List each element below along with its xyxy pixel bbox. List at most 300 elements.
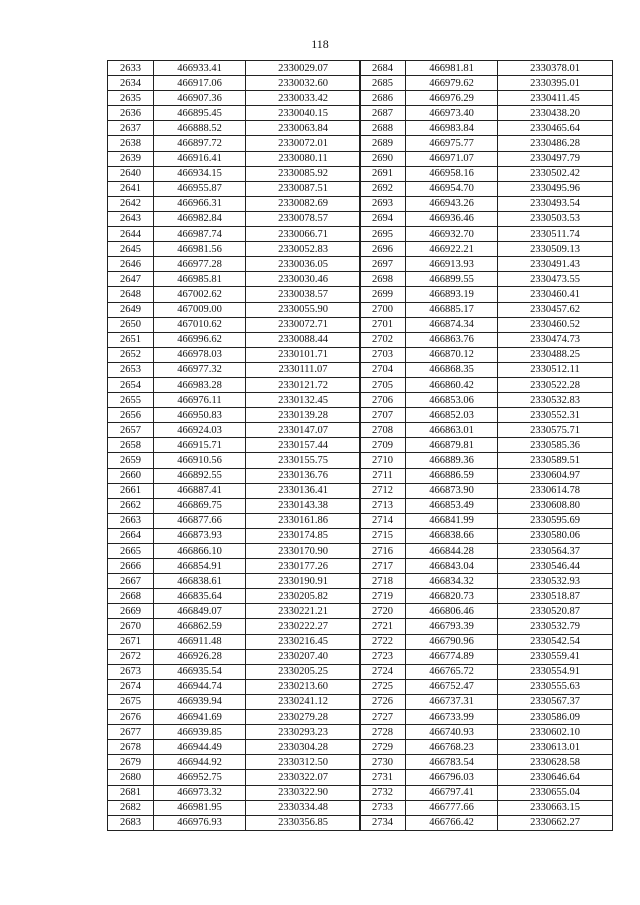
y-coordinate-cell: 2330030.46 bbox=[246, 272, 361, 287]
y-coordinate-cell: 2330512.11 bbox=[498, 362, 613, 377]
table-row bbox=[108, 106, 361, 121]
y-coordinate-cell: 2330087.51 bbox=[246, 181, 361, 196]
x-coordinate-cell: 466976.29 bbox=[406, 91, 498, 106]
table-row bbox=[108, 574, 361, 589]
point-number-cell: 2726 bbox=[360, 694, 406, 709]
y-coordinate-cell: 2330564.37 bbox=[498, 544, 613, 559]
table-row bbox=[108, 121, 361, 136]
y-coordinate-cell: 2330055.90 bbox=[246, 302, 361, 317]
y-coordinate-cell: 2330222.27 bbox=[246, 619, 361, 634]
x-coordinate-cell: 466877.66 bbox=[154, 513, 246, 528]
x-coordinate-cell: 466885.17 bbox=[406, 302, 498, 317]
x-coordinate-cell: 466917.06 bbox=[154, 76, 246, 91]
table-row bbox=[108, 634, 361, 649]
y-coordinate-cell: 2330554.91 bbox=[498, 664, 613, 679]
x-coordinate-cell: 466868.35 bbox=[406, 362, 498, 377]
point-number-cell: 2730 bbox=[360, 755, 406, 770]
point-number-cell: 2712 bbox=[360, 483, 406, 498]
x-coordinate-cell: 466916.41 bbox=[154, 151, 246, 166]
table-row bbox=[360, 574, 613, 589]
x-coordinate-cell: 466737.31 bbox=[406, 694, 498, 709]
point-number-cell: 2720 bbox=[360, 604, 406, 619]
point-number-cell: 2651 bbox=[108, 332, 154, 347]
table-row bbox=[108, 664, 361, 679]
y-coordinate-cell: 2330460.41 bbox=[498, 287, 613, 302]
table-row bbox=[108, 483, 361, 498]
table-row bbox=[108, 604, 361, 619]
y-coordinate-cell: 2330066.71 bbox=[246, 227, 361, 242]
table-row bbox=[108, 755, 361, 770]
x-coordinate-cell: 466873.93 bbox=[154, 528, 246, 543]
point-number-cell: 2698 bbox=[360, 272, 406, 287]
point-number-cell: 2662 bbox=[108, 498, 154, 513]
y-coordinate-cell: 2330546.44 bbox=[498, 559, 613, 574]
y-coordinate-cell: 2330662.27 bbox=[498, 815, 613, 830]
point-number-cell: 2633 bbox=[108, 61, 154, 76]
table-row bbox=[360, 317, 613, 332]
point-number-cell: 2717 bbox=[360, 559, 406, 574]
x-coordinate-cell: 466987.74 bbox=[154, 227, 246, 242]
x-coordinate-cell: 466820.73 bbox=[406, 589, 498, 604]
x-coordinate-cell: 466793.39 bbox=[406, 619, 498, 634]
coordinates-table-left bbox=[107, 60, 361, 831]
y-coordinate-cell: 2330139.28 bbox=[246, 408, 361, 423]
table-row bbox=[360, 755, 613, 770]
point-number-cell: 2714 bbox=[360, 513, 406, 528]
x-coordinate-cell: 466911.48 bbox=[154, 634, 246, 649]
y-coordinate-cell: 2330655.04 bbox=[498, 785, 613, 800]
y-coordinate-cell: 2330586.09 bbox=[498, 710, 613, 725]
x-coordinate-cell: 466874.34 bbox=[406, 317, 498, 332]
x-coordinate-cell: 466981.56 bbox=[154, 242, 246, 257]
y-coordinate-cell: 2330213.60 bbox=[246, 679, 361, 694]
point-number-cell: 2706 bbox=[360, 393, 406, 408]
y-coordinate-cell: 2330509.13 bbox=[498, 242, 613, 257]
x-coordinate-cell: 466796.03 bbox=[406, 770, 498, 785]
table-row bbox=[360, 136, 613, 151]
y-coordinate-cell: 2330334.48 bbox=[246, 800, 361, 815]
table-row bbox=[108, 393, 361, 408]
point-number-cell: 2669 bbox=[108, 604, 154, 619]
y-coordinate-cell: 2330241.12 bbox=[246, 694, 361, 709]
point-number-cell: 2667 bbox=[108, 574, 154, 589]
x-coordinate-cell: 466869.75 bbox=[154, 498, 246, 513]
y-coordinate-cell: 2330502.42 bbox=[498, 166, 613, 181]
y-coordinate-cell: 2330207.40 bbox=[246, 649, 361, 664]
x-coordinate-cell: 466976.11 bbox=[154, 393, 246, 408]
x-coordinate-cell: 466860.42 bbox=[406, 377, 498, 392]
point-number-cell: 2719 bbox=[360, 589, 406, 604]
y-coordinate-cell: 2330157.44 bbox=[246, 438, 361, 453]
x-coordinate-cell: 466863.76 bbox=[406, 332, 498, 347]
table-row bbox=[108, 544, 361, 559]
x-coordinate-cell: 466950.83 bbox=[154, 408, 246, 423]
table-row bbox=[360, 242, 613, 257]
point-number-cell: 2696 bbox=[360, 242, 406, 257]
y-coordinate-cell: 2330532.79 bbox=[498, 619, 613, 634]
x-coordinate-cell: 466854.91 bbox=[154, 559, 246, 574]
table-row bbox=[108, 302, 361, 317]
table-row bbox=[108, 619, 361, 634]
point-number-cell: 2682 bbox=[108, 800, 154, 815]
x-coordinate-cell: 466944.92 bbox=[154, 755, 246, 770]
point-number-cell: 2727 bbox=[360, 710, 406, 725]
x-coordinate-cell: 466870.12 bbox=[406, 347, 498, 362]
point-number-cell: 2650 bbox=[108, 317, 154, 332]
y-coordinate-cell: 2330322.07 bbox=[246, 770, 361, 785]
table-row bbox=[108, 528, 361, 543]
x-coordinate-cell: 466939.85 bbox=[154, 725, 246, 740]
table-row bbox=[108, 91, 361, 106]
point-number-cell: 2690 bbox=[360, 151, 406, 166]
point-number-cell: 2644 bbox=[108, 227, 154, 242]
y-coordinate-cell: 2330029.07 bbox=[246, 61, 361, 76]
table-row bbox=[360, 347, 613, 362]
y-coordinate-cell: 2330033.42 bbox=[246, 91, 361, 106]
y-coordinate-cell: 2330155.75 bbox=[246, 453, 361, 468]
x-coordinate-cell: 466977.32 bbox=[154, 362, 246, 377]
x-coordinate-cell: 466971.07 bbox=[406, 151, 498, 166]
y-coordinate-cell: 2330082.69 bbox=[246, 196, 361, 211]
table-row bbox=[360, 106, 613, 121]
x-coordinate-cell: 466973.32 bbox=[154, 785, 246, 800]
point-number-cell: 2734 bbox=[360, 815, 406, 830]
y-coordinate-cell: 2330205.25 bbox=[246, 664, 361, 679]
point-number-cell: 2681 bbox=[108, 785, 154, 800]
point-number-cell: 2645 bbox=[108, 242, 154, 257]
table-row bbox=[360, 544, 613, 559]
y-coordinate-cell: 2330170.90 bbox=[246, 544, 361, 559]
y-coordinate-cell: 2330293.23 bbox=[246, 725, 361, 740]
x-coordinate-cell: 466806.46 bbox=[406, 604, 498, 619]
x-coordinate-cell: 466983.28 bbox=[154, 377, 246, 392]
y-coordinate-cell: 2330604.97 bbox=[498, 468, 613, 483]
x-coordinate-cell: 467010.62 bbox=[154, 317, 246, 332]
x-coordinate-cell: 466922.21 bbox=[406, 242, 498, 257]
y-coordinate-cell: 2330495.96 bbox=[498, 181, 613, 196]
point-number-cell: 2708 bbox=[360, 423, 406, 438]
table-row bbox=[360, 498, 613, 513]
x-coordinate-cell: 466913.93 bbox=[406, 257, 498, 272]
x-coordinate-cell: 466893.19 bbox=[406, 287, 498, 302]
point-number-cell: 2642 bbox=[108, 196, 154, 211]
table-row bbox=[108, 347, 361, 362]
point-number-cell: 2676 bbox=[108, 710, 154, 725]
table-row bbox=[108, 679, 361, 694]
point-number-cell: 2715 bbox=[360, 528, 406, 543]
table-row bbox=[108, 76, 361, 91]
x-coordinate-cell: 466838.66 bbox=[406, 528, 498, 543]
point-number-cell: 2655 bbox=[108, 393, 154, 408]
y-coordinate-cell: 2330532.83 bbox=[498, 393, 613, 408]
table-row bbox=[108, 589, 361, 604]
x-coordinate-cell: 466955.87 bbox=[154, 181, 246, 196]
y-coordinate-cell: 2330101.71 bbox=[246, 347, 361, 362]
point-number-cell: 2722 bbox=[360, 634, 406, 649]
point-number-cell: 2675 bbox=[108, 694, 154, 709]
table-row bbox=[360, 211, 613, 226]
point-number-cell: 2725 bbox=[360, 679, 406, 694]
y-coordinate-cell: 2330322.90 bbox=[246, 785, 361, 800]
y-coordinate-cell: 2330555.63 bbox=[498, 679, 613, 694]
x-coordinate-cell: 466835.64 bbox=[154, 589, 246, 604]
x-coordinate-cell: 466978.03 bbox=[154, 347, 246, 362]
table-row bbox=[360, 725, 613, 740]
point-number-cell: 2649 bbox=[108, 302, 154, 317]
y-coordinate-cell: 2330072.01 bbox=[246, 136, 361, 151]
x-coordinate-cell: 467009.00 bbox=[154, 302, 246, 317]
table-row bbox=[360, 619, 613, 634]
table-row bbox=[360, 393, 613, 408]
table-row bbox=[360, 61, 613, 76]
x-coordinate-cell: 466954.70 bbox=[406, 181, 498, 196]
x-coordinate-cell: 466952.75 bbox=[154, 770, 246, 785]
table-row bbox=[360, 151, 613, 166]
point-number-cell: 2647 bbox=[108, 272, 154, 287]
table-row bbox=[360, 589, 613, 604]
point-number-cell: 2643 bbox=[108, 211, 154, 226]
y-coordinate-cell: 2330356.85 bbox=[246, 815, 361, 830]
y-coordinate-cell: 2330411.45 bbox=[498, 91, 613, 106]
point-number-cell: 2674 bbox=[108, 679, 154, 694]
x-coordinate-cell: 466981.81 bbox=[406, 61, 498, 76]
x-coordinate-cell: 466863.01 bbox=[406, 423, 498, 438]
x-coordinate-cell: 466899.55 bbox=[406, 272, 498, 287]
table-row bbox=[360, 785, 613, 800]
y-coordinate-cell: 2330032.60 bbox=[246, 76, 361, 91]
table-row bbox=[108, 559, 361, 574]
x-coordinate-cell: 466958.16 bbox=[406, 166, 498, 181]
table-row bbox=[108, 513, 361, 528]
y-coordinate-cell: 2330121.72 bbox=[246, 377, 361, 392]
point-number-cell: 2637 bbox=[108, 121, 154, 136]
x-coordinate-cell: 466892.55 bbox=[154, 468, 246, 483]
table-row bbox=[108, 740, 361, 755]
x-coordinate-cell: 466733.99 bbox=[406, 710, 498, 725]
point-number-cell: 2680 bbox=[108, 770, 154, 785]
y-coordinate-cell: 2330279.28 bbox=[246, 710, 361, 725]
y-coordinate-cell: 2330465.64 bbox=[498, 121, 613, 136]
point-number-cell: 2687 bbox=[360, 106, 406, 121]
point-number-cell: 2686 bbox=[360, 91, 406, 106]
x-coordinate-cell: 466887.41 bbox=[154, 483, 246, 498]
point-number-cell: 2729 bbox=[360, 740, 406, 755]
table-row bbox=[108, 211, 361, 226]
table-row bbox=[360, 679, 613, 694]
point-number-cell: 2733 bbox=[360, 800, 406, 815]
y-coordinate-cell: 2330177.26 bbox=[246, 559, 361, 574]
x-coordinate-cell: 466944.49 bbox=[154, 740, 246, 755]
x-coordinate-cell: 466886.59 bbox=[406, 468, 498, 483]
coordinates-table-right bbox=[359, 60, 613, 831]
table-row bbox=[360, 483, 613, 498]
x-coordinate-cell: 466981.95 bbox=[154, 800, 246, 815]
y-coordinate-cell: 2330520.87 bbox=[498, 604, 613, 619]
table-row bbox=[108, 423, 361, 438]
table-row bbox=[360, 196, 613, 211]
point-number-cell: 2704 bbox=[360, 362, 406, 377]
point-number-cell: 2671 bbox=[108, 634, 154, 649]
table-row bbox=[360, 121, 613, 136]
table-row bbox=[108, 377, 361, 392]
point-number-cell: 2688 bbox=[360, 121, 406, 136]
y-coordinate-cell: 2330585.36 bbox=[498, 438, 613, 453]
y-coordinate-cell: 2330111.07 bbox=[246, 362, 361, 377]
x-coordinate-cell: 466783.54 bbox=[406, 755, 498, 770]
x-coordinate-cell: 466935.54 bbox=[154, 664, 246, 679]
x-coordinate-cell: 466910.56 bbox=[154, 453, 246, 468]
y-coordinate-cell: 2330575.71 bbox=[498, 423, 613, 438]
table-row bbox=[360, 468, 613, 483]
y-coordinate-cell: 2330072.71 bbox=[246, 317, 361, 332]
y-coordinate-cell: 2330088.44 bbox=[246, 332, 361, 347]
y-coordinate-cell: 2330511.74 bbox=[498, 227, 613, 242]
x-coordinate-cell: 466752.47 bbox=[406, 679, 498, 694]
x-coordinate-cell: 466888.52 bbox=[154, 121, 246, 136]
x-coordinate-cell: 466975.77 bbox=[406, 136, 498, 151]
point-number-cell: 2691 bbox=[360, 166, 406, 181]
y-coordinate-cell: 2330304.28 bbox=[246, 740, 361, 755]
y-coordinate-cell: 2330608.80 bbox=[498, 498, 613, 513]
point-number-cell: 2652 bbox=[108, 347, 154, 362]
table-row bbox=[360, 740, 613, 755]
y-coordinate-cell: 2330486.28 bbox=[498, 136, 613, 151]
point-number-cell: 2639 bbox=[108, 151, 154, 166]
y-coordinate-cell: 2330522.28 bbox=[498, 377, 613, 392]
table-row bbox=[108, 242, 361, 257]
x-coordinate-cell: 466768.23 bbox=[406, 740, 498, 755]
y-coordinate-cell: 2330312.50 bbox=[246, 755, 361, 770]
x-coordinate-cell: 466932.70 bbox=[406, 227, 498, 242]
y-coordinate-cell: 2330614.78 bbox=[498, 483, 613, 498]
y-coordinate-cell: 2330438.20 bbox=[498, 106, 613, 121]
table-row bbox=[360, 513, 613, 528]
y-coordinate-cell: 2330503.53 bbox=[498, 211, 613, 226]
x-coordinate-cell: 466941.69 bbox=[154, 710, 246, 725]
x-coordinate-cell: 466765.72 bbox=[406, 664, 498, 679]
x-coordinate-cell: 466889.36 bbox=[406, 453, 498, 468]
y-coordinate-cell: 2330595.69 bbox=[498, 513, 613, 528]
y-coordinate-cell: 2330395.01 bbox=[498, 76, 613, 91]
x-coordinate-cell: 466976.93 bbox=[154, 815, 246, 830]
x-coordinate-cell: 466943.26 bbox=[406, 196, 498, 211]
y-coordinate-cell: 2330132.45 bbox=[246, 393, 361, 408]
point-number-cell: 2657 bbox=[108, 423, 154, 438]
x-coordinate-cell: 466966.31 bbox=[154, 196, 246, 211]
table-row bbox=[108, 166, 361, 181]
point-number-cell: 2724 bbox=[360, 664, 406, 679]
point-number-cell: 2679 bbox=[108, 755, 154, 770]
y-coordinate-cell: 2330491.43 bbox=[498, 257, 613, 272]
table-row bbox=[360, 302, 613, 317]
point-number-cell: 2718 bbox=[360, 574, 406, 589]
y-coordinate-cell: 2330205.82 bbox=[246, 589, 361, 604]
x-coordinate-cell: 466774.89 bbox=[406, 649, 498, 664]
point-number-cell: 2683 bbox=[108, 815, 154, 830]
x-coordinate-cell: 466977.28 bbox=[154, 257, 246, 272]
point-number-cell: 2716 bbox=[360, 544, 406, 559]
table-row bbox=[360, 528, 613, 543]
table-row bbox=[108, 785, 361, 800]
point-number-cell: 2703 bbox=[360, 347, 406, 362]
y-coordinate-cell: 2330052.83 bbox=[246, 242, 361, 257]
x-coordinate-cell: 466939.94 bbox=[154, 694, 246, 709]
point-number-cell: 2660 bbox=[108, 468, 154, 483]
y-coordinate-cell: 2330063.84 bbox=[246, 121, 361, 136]
point-number-cell: 2646 bbox=[108, 257, 154, 272]
y-coordinate-cell: 2330473.55 bbox=[498, 272, 613, 287]
table-row bbox=[360, 377, 613, 392]
x-coordinate-cell: 466996.62 bbox=[154, 332, 246, 347]
table-row bbox=[360, 800, 613, 815]
y-coordinate-cell: 2330080.11 bbox=[246, 151, 361, 166]
table-row bbox=[360, 287, 613, 302]
point-number-cell: 2700 bbox=[360, 302, 406, 317]
point-number-cell: 2673 bbox=[108, 664, 154, 679]
table-row bbox=[360, 181, 613, 196]
table-row bbox=[108, 151, 361, 166]
table-row bbox=[108, 227, 361, 242]
point-number-cell: 2728 bbox=[360, 725, 406, 740]
point-number-cell: 2656 bbox=[108, 408, 154, 423]
x-coordinate-cell: 466843.04 bbox=[406, 559, 498, 574]
y-coordinate-cell: 2330493.54 bbox=[498, 196, 613, 211]
point-number-cell: 2705 bbox=[360, 377, 406, 392]
table-row bbox=[108, 710, 361, 725]
y-coordinate-cell: 2330174.85 bbox=[246, 528, 361, 543]
table-row bbox=[108, 815, 361, 830]
point-number-cell: 2664 bbox=[108, 528, 154, 543]
y-coordinate-cell: 2330190.91 bbox=[246, 574, 361, 589]
y-coordinate-cell: 2330532.93 bbox=[498, 574, 613, 589]
point-number-cell: 2648 bbox=[108, 287, 154, 302]
point-number-cell: 2672 bbox=[108, 649, 154, 664]
table-row bbox=[360, 227, 613, 242]
table-row bbox=[360, 423, 613, 438]
x-coordinate-cell: 466838.61 bbox=[154, 574, 246, 589]
x-coordinate-cell: 466982.84 bbox=[154, 211, 246, 226]
x-coordinate-cell: 466853.06 bbox=[406, 393, 498, 408]
table-row bbox=[360, 664, 613, 679]
table-row bbox=[360, 257, 613, 272]
table-row bbox=[108, 362, 361, 377]
y-coordinate-cell: 2330580.06 bbox=[498, 528, 613, 543]
point-number-cell: 2640 bbox=[108, 166, 154, 181]
table-row bbox=[108, 272, 361, 287]
table-row bbox=[360, 76, 613, 91]
x-coordinate-cell: 466983.84 bbox=[406, 121, 498, 136]
table-row bbox=[108, 468, 361, 483]
x-coordinate-cell: 466841.99 bbox=[406, 513, 498, 528]
y-coordinate-cell: 2330589.51 bbox=[498, 453, 613, 468]
y-coordinate-cell: 2330147.07 bbox=[246, 423, 361, 438]
table-row bbox=[108, 498, 361, 513]
y-coordinate-cell: 2330143.38 bbox=[246, 498, 361, 513]
x-coordinate-cell: 466797.41 bbox=[406, 785, 498, 800]
x-coordinate-cell: 466777.66 bbox=[406, 800, 498, 815]
y-coordinate-cell: 2330161.86 bbox=[246, 513, 361, 528]
y-coordinate-cell: 2330518.87 bbox=[498, 589, 613, 604]
point-number-cell: 2694 bbox=[360, 211, 406, 226]
table-row bbox=[360, 770, 613, 785]
table-row bbox=[108, 257, 361, 272]
table-row bbox=[360, 408, 613, 423]
x-coordinate-cell: 466926.28 bbox=[154, 649, 246, 664]
point-number-cell: 2668 bbox=[108, 589, 154, 604]
table-row bbox=[360, 91, 613, 106]
table-row bbox=[108, 287, 361, 302]
point-number-cell: 2666 bbox=[108, 559, 154, 574]
